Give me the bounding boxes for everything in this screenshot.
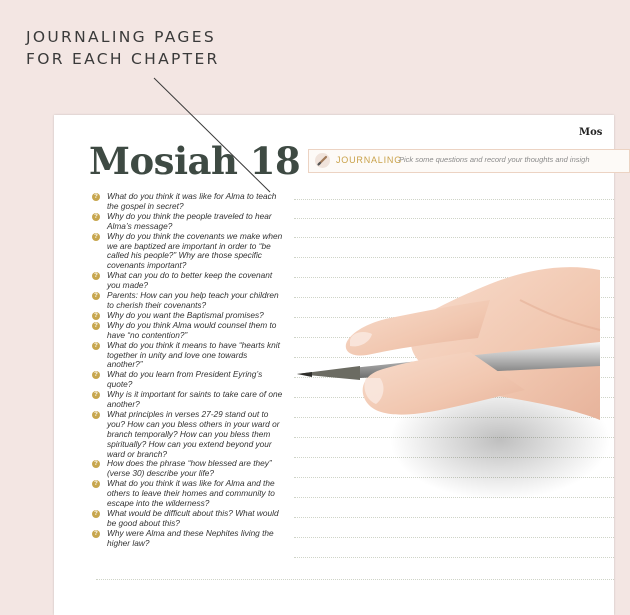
question-mark-icon: ?: [92, 312, 100, 320]
next-page-title-fragment: Mos: [579, 127, 603, 138]
question-text: What would be difficult about this? What would be good about this?: [107, 508, 279, 528]
question-text: Why is it important for saints to take care of one another?: [107, 389, 283, 410]
question-text: Why were Alma and these Nephites living the higher law?: [107, 527, 274, 548]
question-mark-icon: ?: [92, 272, 100, 280]
journaling-instructions: Pick some questions and record your thoughts and insigh: [399, 155, 590, 164]
question-mark-icon: ?: [92, 530, 100, 538]
question-mark-icon: ?: [92, 322, 100, 330]
question-text: Why do you think the covenants we make when we are baptized are important in order to “be called his people?” Why are those specific covenants important?: [107, 230, 283, 271]
callout-line-1: JOURNALING PAGES: [26, 28, 216, 46]
question-mark-icon: ?: [92, 193, 100, 201]
question-mark-icon: ?: [92, 411, 100, 419]
question-text: How does the phrase “how blessed are they” (verse 30) describe your life?: [107, 458, 272, 479]
page-title: Mosiah 18: [89, 139, 301, 183]
question-text: What principles in verses 27-29 stand out to you? How can you bless others in your ward or branch temporally? How can you bless them spiritually? How can you extend beyond your ward or branch?: [107, 408, 280, 459]
journaling-label: JOURNALING: [336, 155, 403, 165]
question-mark-icon: ?: [92, 391, 100, 399]
question-mark-icon: ?: [92, 213, 100, 221]
question-text: Parents: How can you help teach your children to cherish their covenants?: [107, 290, 279, 310]
question-text: What do you think it was like for Alma and the others to leave their homes and community to escape into the wilderness?: [107, 478, 275, 509]
callout-line-2: FOR EACH CHAPTER: [26, 50, 220, 68]
question-text: Why do you think Alma would counsel them to have “no contention?”: [107, 319, 277, 340]
question-mark-icon: ?: [92, 371, 100, 379]
question-mark-icon: ?: [92, 480, 100, 488]
question-mark-icon: ?: [92, 342, 100, 350]
question-text: What do you think it was like for Alma to teach the gospel in secret?: [107, 191, 277, 211]
question-text: Why do you think the people traveled to hear Alma’s message?: [107, 210, 272, 231]
question-text: Why do you want the Baptismal promises?: [107, 309, 264, 320]
question-mark-icon: ?: [92, 460, 100, 468]
question-mark-icon: ?: [92, 510, 100, 518]
question-text: What can you do to better keep the covenant you made?: [107, 270, 273, 291]
question-text: What do you learn from President Eyring’s quote?: [107, 369, 263, 390]
question-mark-icon: ?: [92, 292, 100, 300]
question-mark-icon: ?: [92, 233, 100, 241]
question-text: What do you think it means to have “hearts knit together in unity and love one towards another?”: [107, 339, 280, 370]
pen-nib: [297, 372, 312, 377]
